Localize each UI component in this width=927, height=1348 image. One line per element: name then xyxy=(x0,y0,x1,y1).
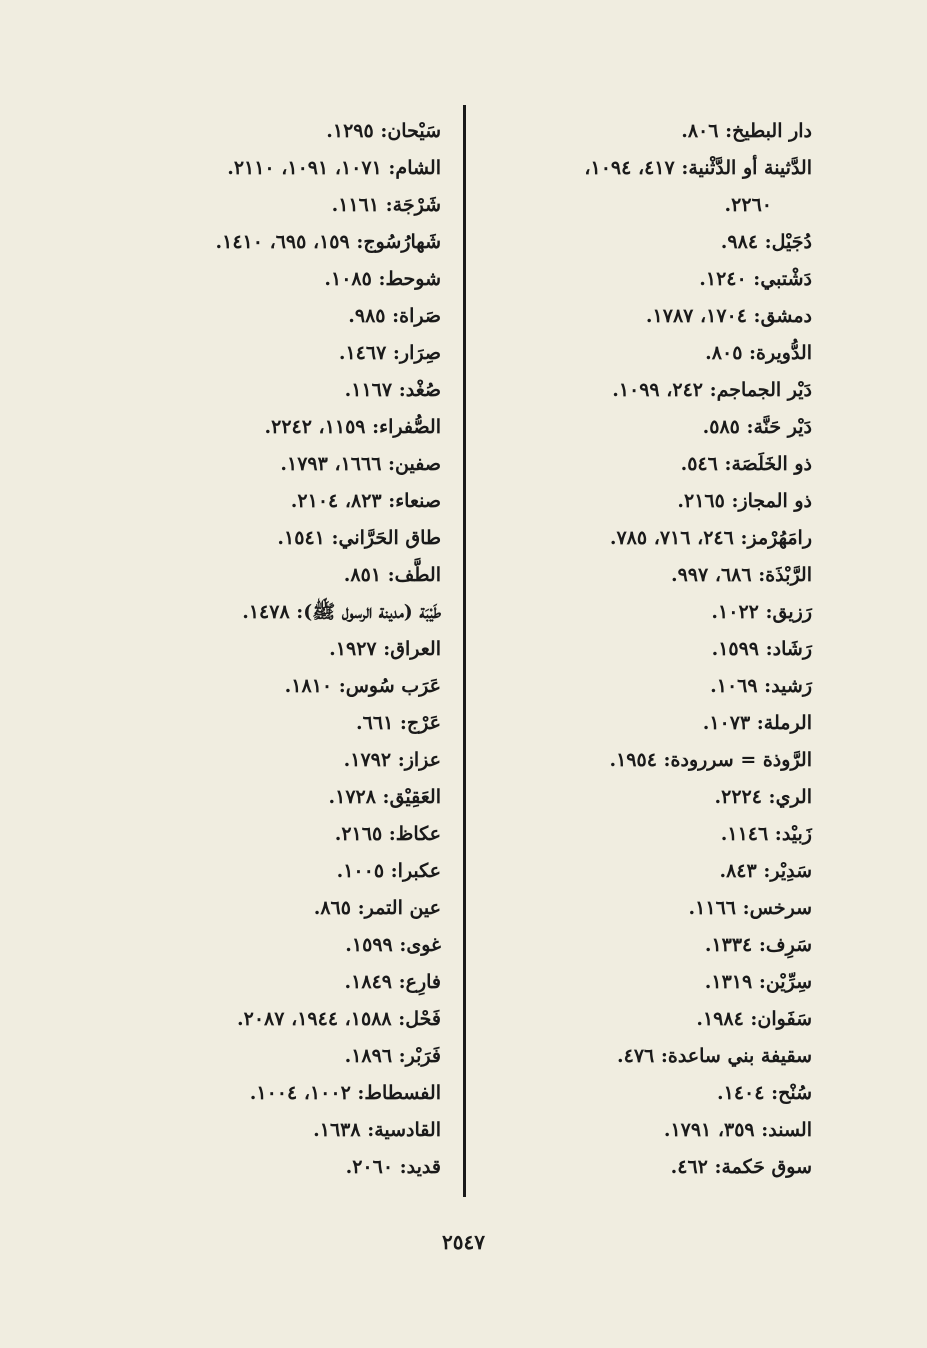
index-entry: الدُّويرة: ٨٠٥. xyxy=(705,342,812,364)
index-entry: شَهارُسُوج: ١٥٩، ٦٩٥، ١٤١٠. xyxy=(215,231,441,253)
index-entry: فارِع: ١٨٤٩. xyxy=(344,971,441,993)
index-entry: رَزيق: ١٠٢٢. xyxy=(711,601,812,623)
index-entry: السند: ٣٥٩، ١٧٩١. xyxy=(663,1119,812,1141)
index-entry: دَيْر الجماجم: ٢٤٢، ١٠٩٩. xyxy=(612,379,812,401)
index-entry: الطَّف: ٨٥١. xyxy=(343,564,441,586)
index-entry: دَيْر حَنَّة: ٥٨٥. xyxy=(702,416,812,438)
index-entry: الصُّفراء: ١١٥٩، ٢٢٤٢. xyxy=(264,416,441,438)
index-entry: سَرِف: ١٣٣٤. xyxy=(704,934,812,956)
index-entry: صفين: ١٦٦٦، ١٧٩٣. xyxy=(280,453,441,475)
index-entry: غوى: ١٥٩٩. xyxy=(345,934,441,956)
index-column-right xyxy=(452,113,812,1186)
index-entry: سَيْحان: ١٢٩٥. xyxy=(326,120,441,142)
index-entry: صَراة: ٩٨٥. xyxy=(348,305,441,327)
index-entry: الرَّوذة = سررودة: ١٩٥٤. xyxy=(609,749,812,771)
index-entry: طَيْبَة (مدينة الرسول ﷺ): ١٤٧٨. xyxy=(242,601,441,623)
index-entry: عين التمر: ٨٦٥. xyxy=(313,897,441,919)
index-entry: الشام: ١٠٧١، ١٠٩١، ٢١١٠. xyxy=(227,157,441,179)
index-entry: عكاظ: ٢١٦٥. xyxy=(334,823,441,845)
index-entry: زَبيْد: ١١٤٦. xyxy=(720,823,812,845)
index-entry: القادسية: ١٦٣٨. xyxy=(313,1119,441,1141)
index-entry: سَفَوان: ١٩٨٤. xyxy=(696,1008,812,1030)
index-entry: الدَّثينة أو الدَّثْنية: ٤١٧، ١٠٩٤، xyxy=(584,157,812,179)
index-entry-continuation: ٢٢٦٠. xyxy=(724,194,772,216)
index-entry: العَقِيْق: ١٧٢٨. xyxy=(328,786,441,808)
index-entry: سَدِيْر: ٨٤٣. xyxy=(719,860,812,882)
index-entry: شَرْجَة: ١١٦١. xyxy=(331,194,441,216)
index-entry: عكبرا: ١٠٠٥. xyxy=(336,860,441,882)
index-column-left xyxy=(91,113,441,1186)
index-entry: شوحط: ١٠٨٥. xyxy=(324,268,441,290)
index-entry: صنعاء: ٨٢٣، ٢١٠٤. xyxy=(290,490,441,512)
index-entry: عزاز: ١٧٩٢. xyxy=(343,749,441,771)
index-entry: الري: ٢٢٢٤. xyxy=(714,786,812,808)
index-entry: ذو المجاز: ٢١٦٥. xyxy=(677,490,812,512)
index-entry: دار البطيخ: ٨٠٦. xyxy=(681,120,812,142)
index-entry: عَرْج: ٦٦١. xyxy=(356,712,441,734)
index-entry: سِرِّيْن: ١٣١٩. xyxy=(704,971,812,993)
index-entry: الرَّبْذَة: ٦٨٦، ٩٩٧. xyxy=(670,564,812,586)
index-entry: سُنْح: ١٤٠٤. xyxy=(717,1082,812,1104)
index-entry: دمشق: ١٧٠٤، ١٧٨٧. xyxy=(645,305,812,327)
index-entry: الرملة: ١٠٧٣. xyxy=(702,712,812,734)
index-entry: سوق حَكمة: ٤٦٢. xyxy=(670,1156,812,1178)
index-entry: فَحْل: ١٥٨٨، ١٩٤٤، ٢٠٨٧. xyxy=(237,1008,441,1030)
index-entry: العراق: ١٩٢٧. xyxy=(329,638,441,660)
index-entry: صُغْد: ١١٦٧. xyxy=(344,379,441,401)
index-entry: دَشْتبي: ١٢٤٠. xyxy=(699,268,812,290)
index-entry: ذو الخَلَصَة: ٥٤٦. xyxy=(680,453,812,475)
page-number: ٢٥٤٧ xyxy=(442,1230,485,1254)
index-entry: صِرَار: ١٤٦٧. xyxy=(338,342,441,364)
index-entry: طاق الحَرَّاني: ١٥٤١. xyxy=(277,527,441,549)
column-divider xyxy=(463,105,466,1197)
index-entry: رامَهُرْمز: ٢٤٦، ٧١٦، ٧٨٥. xyxy=(609,527,812,549)
index-entry: رَشَاد: ١٥٩٩. xyxy=(711,638,812,660)
index-entry: سرخس: ١١٦٦. xyxy=(688,897,812,919)
index-entry: فَرَبْر: ١٨٩٦. xyxy=(344,1045,441,1067)
index-entry: الفسطاط: ١٠٠٢، ١٠٠٤. xyxy=(249,1082,441,1104)
index-entry: رَشيد: ١٠٦٩. xyxy=(710,675,812,697)
index-entry: عَرَب سُوس: ١٨١٠. xyxy=(284,675,441,697)
index-entry: قديد: ٢٠٦٠. xyxy=(345,1156,441,1178)
index-entry: سقيفة بني ساعدة: ٤٧٦. xyxy=(616,1045,812,1067)
index-entry: دُجَيْل: ٩٨٤. xyxy=(720,231,812,253)
